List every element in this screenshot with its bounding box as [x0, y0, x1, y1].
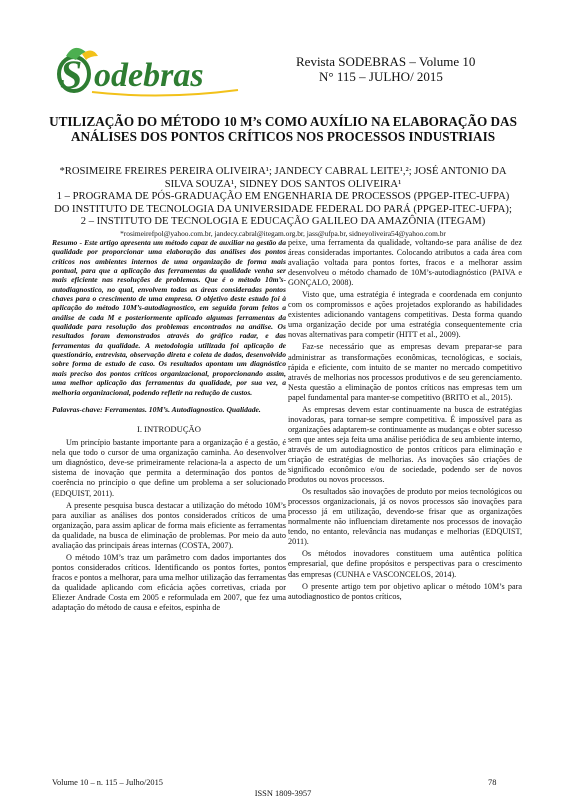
paragraph: Os resultados são inovações de produto por meios tecnológicos ou processos organizacionais, já os novos processos são inovações para processo já em utilização, devendo-se frisar que as organizações normalmente não influenciam diretamente nos processos de inovação tendo, no entanto, relevância nas mudanças e melhorias (EDQUIST, 2011). — [288, 487, 522, 547]
paragraph: Os métodos inovadores constituem uma autêntica política empresarial, que define propósitos e perspectivas para o crescimento das empresas (CUNHA e VASCONCELOS, 2014). — [288, 549, 522, 579]
paragraph: As empresas devem estar continuamente na busca de estratégias inovadoras, para tornar-se sempre competitiva. É impossível para as organizações adaptarem-se continuamente as mudanças e obter sucesso sem que antes seja feita uma análise periódica de seu ambiente interno, através de um autodiagnostico de pontos críticos para eliminação e criação de estratégias de melhorias. As inovações são criações de significado econômico e/ou de sociedade, podendo ser de novos produtos ou novos processos. — [288, 404, 522, 485]
abstract — [52, 238, 286, 397]
paragraph: A presente pesquisa busca destacar a utilização do método 10M’s para auxiliar as análises dos pontos considerados críticos de uma organização, para assim aplicar de forma mais eficiente as ferramentas da qualidade, na busca de eliminação de problemas. Por meio da auto avaliação das principais áreas internas (COSTA, 2007). — [52, 500, 286, 550]
abstract-text: Resumo - Este artigo apresenta um método capaz de auxiliar na gestão da qualidade por proporcionar uma elaboração das análises dos pontos críticos nos ambientes internos de uma organização de forma mais pontual, para que a aplicação das ferramentas da qualidade venha ser mais eficiente nas resoluções de problemas. Que é o método 10m’s- autodiagnostico, no qual, envolvem todas as áreas consideradas pontos chaves para o crescimento de uma empresa. O objetivo deste estudo foi à aplicação do método 10M’s-autodiagnostico, em seguida foram feitos a análise de cada M e posteriormente aplicado algumas ferramentas da qualidade para resolução dos problemas encontrados na análise. Os resultados foram demonstrados através do gráfico radar, e das ferramentas da qualidade. A metodologia utilizada foi aplicação de questionário, entrevista, observação direta e coleta de dados, desenvolvido sobre forma de estudo de caso. Os resultados apontam um diagnóstico mais preciso dos pontos críticos organizacional, proporcionando assim, uma melhor aplicação das ferramentas da qualidade, por sua vez, a melhoria organizacional, podendo refletir na redução de custos. — [52, 238, 286, 397]
paragraph: Visto que, uma estratégia é integrada e coordenada em conjunto com os compromissos e ações projetados explorando as habilidades existentes adicionando vantagens competitivas. Desta forma quando uma organização decide por uma estratégia consequentemente cria novas alternativas para competir (HITT et al., 2009). — [288, 290, 522, 340]
author-block — [50, 166, 516, 239]
paragraph: peixe, uma ferramenta da qualidade, voltando-se para análise de dez áreas consideradas importantes. Colocando atributos a cada área com avaliação voltada para pontos fortes, fracos e a melhorar assim desenvolveu o método chamado de 10M’s-autodiagnóstico (PAIVA e GONÇALO, 2008). — [288, 238, 522, 288]
right-column — [288, 238, 522, 604]
author-list: *ROSIMEIRE FREIRES PEREIRA OLIVEIRA¹; JANDECY CABRAL LEITE¹,²; JOSÉ ANTONIO DA SILVA SOUZA¹, SIDNEY DOS SANTOS OLIVEIRA¹ — [59, 166, 507, 190]
footer-volume: Volume 10 – n. 115 – Julho/2015 — [52, 778, 163, 787]
keywords: Palavras-chave: Ferramentas. 10M’s. Autodiagnostico. Qualidade. — [52, 404, 261, 414]
paragraph: Um princípio bastante importante para a organização é a gestão, é nela que todo o cursor de uma organização caminha. Ao desenvolver um diagnóstico, deve-se primeiramente relaciona-la a aspecto de um sistema de inovação que permita a determinação dos pontos de coerência no princípio o que define um problema a ser solucionado (EDQUIST, 2011). — [52, 438, 286, 498]
footer-issn: ISSN 1809-3957 — [254, 789, 312, 798]
paragraph: O método 10M’s traz um parâmetro com dados importantes dos pontos considerados críticos. Identificando os pontos fortes, pontos fracos e pontos a melhorar, para uma melhor utilização das ferramentas da qualidade aplicando com eficácia ações corretivas, criada por Eliezer Andrade Costa em 2005 e reformulada em 2007, que fez uma adaptação do método de causa e efeitos, espinha de — [52, 552, 286, 613]
section-heading: I. INTRODUÇÃO — [137, 424, 201, 435]
affiliation-1: 1 – PROGRAMA DE PÓS-GRADUAÇÃO EM ENGENHARIA DE PROCESSOS (PPGEP-ITEC-UFPA) DO INSTITUTO DE TECNOLOGIA DA UNIVERSIDADE FEDERAL DO PARÁ (PPGEP-ITEC-UFPA); — [54, 191, 512, 215]
paragraph: O presente artigo tem por objetivo aplicar o método 10M’s para autodiagnostico de pontos críticos, — [288, 581, 522, 601]
left-column — [52, 238, 286, 615]
journal-issue: N° 115 – JULHO/ 2015 — [319, 69, 443, 84]
journal-volume: Revista SODEBRAS – Volume 10 — [296, 54, 476, 69]
svg-text:odebras: odebras — [94, 57, 204, 94]
journal-header — [296, 54, 476, 84]
affiliation-2: 2 – INSTITUTO DE TECNOLOGIA E EDUCAÇÃO GALILEO DA AMAZÔNIA (ITEGAM) — [80, 216, 486, 228]
author-emails: *rosimeirefpol@yahoo.com.br, jandecy.cabral@itegam.org.br, jass@ufpa.br, sidneyoliveira54@yahoo.com.br — [120, 228, 446, 238]
paragraph: Faz-se necessário que as empresas devam preparar-se para administrar as transformações econômicas, tecnológicas, e sociais, rápida e eficiente, com intuito de se manter no mercado competitivo através de melhorias nos processos produtivos e de seu gerenciamento. Nesta questão a eliminação de pontos críticos nas empresas tem um papel fundamental para manter-se competitivo (BRITO et al., 2015). — [288, 342, 522, 402]
svg-text:S: S — [60, 52, 83, 97]
article-title: UTILIZAÇÃO DO MÉTODO 10 M’s COMO AUXÍLIO NA ELABORAÇÃO DAS ANÁLISES DOS PONTOS CRÍTICOS NOS PROCESSOS INDUSTRIAIS — [49, 114, 517, 144]
page-number: 78 — [488, 778, 497, 787]
sodebras-logo — [52, 44, 248, 100]
